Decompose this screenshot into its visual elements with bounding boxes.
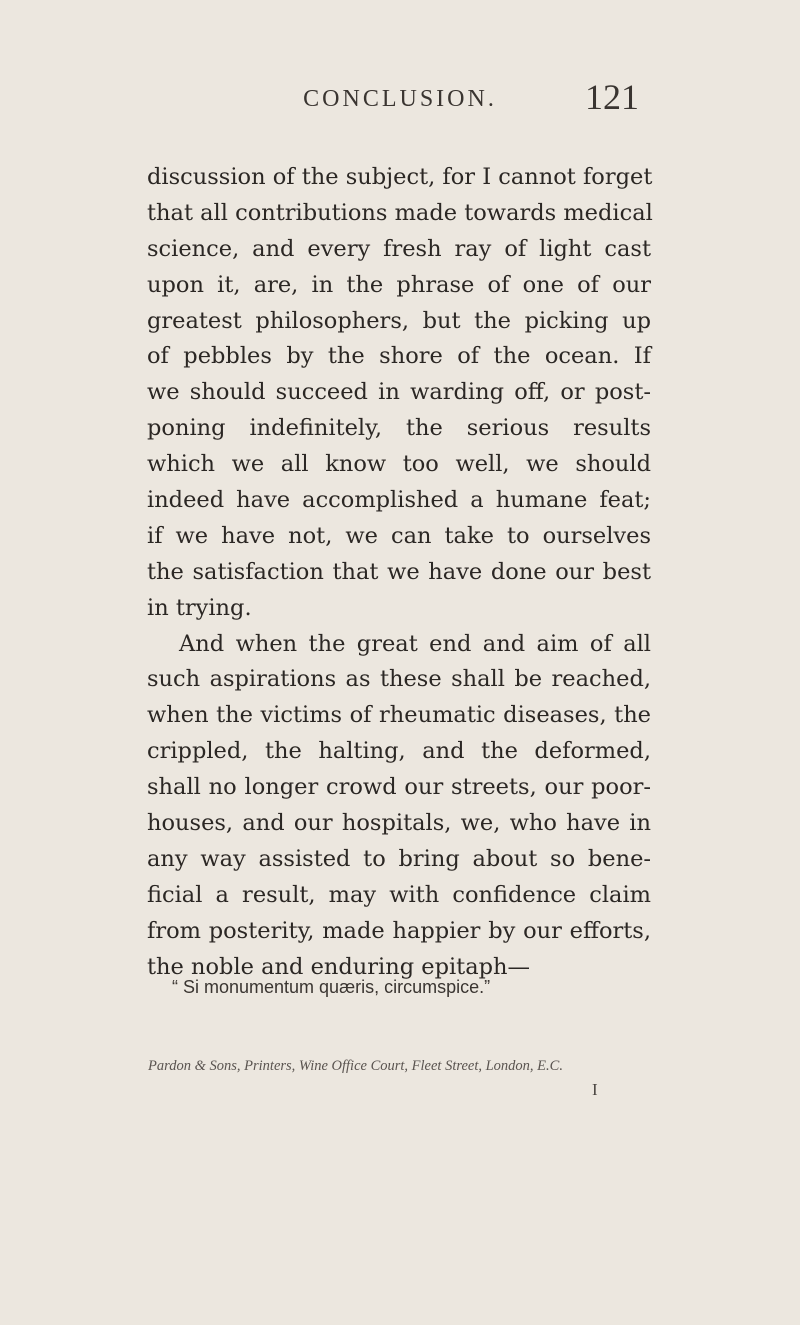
text-line: crippled, the halting, and the deformed, <box>147 738 651 765</box>
running-title: CONCLUSION. <box>303 86 497 112</box>
text-line: poning indefinitely, the serious results <box>147 415 651 442</box>
epitaph-quote: “ Si monumentum quæris, circumspice.” <box>172 977 491 997</box>
text-line: houses, and our hospitals, we, who have in <box>147 810 651 837</box>
text-line: such aspirations as these shall be reached, <box>147 666 651 693</box>
text-line: in trying. <box>147 594 252 621</box>
text-line: if we have not, we can take to ourselves <box>147 522 651 549</box>
text-line: of pebbles by the shore of the ocean. If <box>147 343 651 370</box>
text-line: any way assisted to bring about so bene- <box>147 845 651 872</box>
text-line: indeed have accomplished a humane feat; <box>147 487 651 514</box>
text-line: the satisfaction that we have done our best <box>147 558 651 585</box>
text-line: upon it, are, in the phrase of one of our <box>147 271 651 298</box>
running-head <box>0 77 800 126</box>
printer-imprint: Pardon & Sons, Printers, Wine Office Court, Fleet Street, London, E.C. <box>148 1058 563 1074</box>
text-line: discussion of the subject, for I cannot forget <box>147 164 653 190</box>
text-line: greatest philosophers, but the picking up <box>147 307 651 334</box>
text-line: we should succeed in warding off, or post- <box>147 379 651 406</box>
text-line: that all contributions made towards medical <box>147 199 653 226</box>
body-text <box>147 160 651 985</box>
text-line: the noble and enduring epitaph— <box>147 953 531 980</box>
text-line: from posterity, made happier by our efforts, <box>147 917 651 944</box>
text-line: ficial a result, may with confidence claim <box>147 881 651 908</box>
text-line: And when the great end and aim of all <box>179 630 651 657</box>
signature-mark: I <box>592 1080 598 1099</box>
text-line: when the victims of rheumatic diseases, the <box>147 702 651 729</box>
text-line: science, and every fresh ray of light cast <box>147 235 651 262</box>
text-line: which we all know too well, we should <box>147 451 651 478</box>
text-line: shall no longer crowd our streets, our poor- <box>147 774 651 801</box>
page-number: 121 <box>585 77 639 117</box>
